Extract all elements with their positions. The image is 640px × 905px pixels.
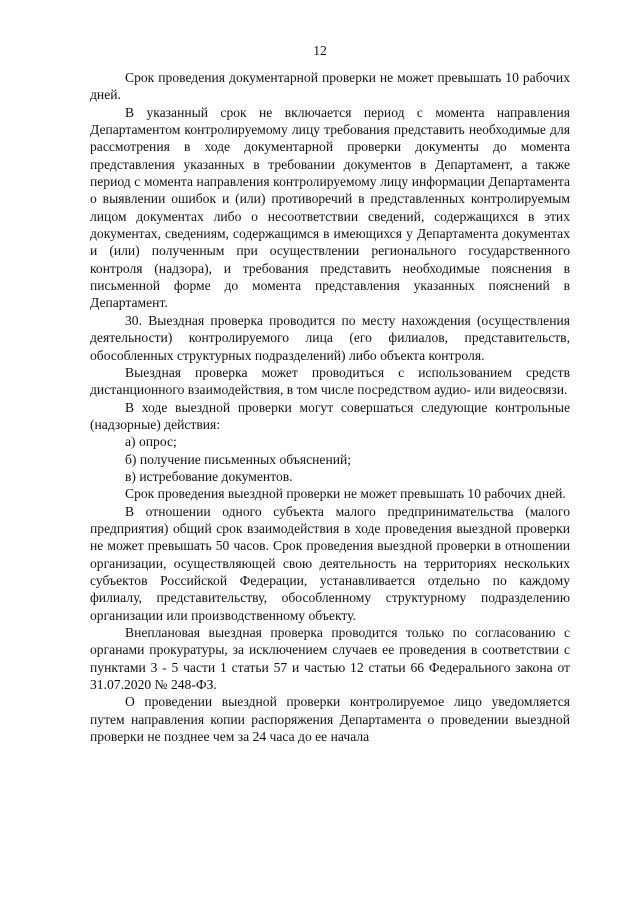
document-body	[90, 69, 570, 745]
paragraph-small-business-limit: В отношении одного субъекта малого предпринимательства (малого предприятия) общий срок взаимодействия в ходе проведения выездной проверки не может превышать 50 часов. Срок проведения выездной проверки в отношении организации, осуществляющей свою деятельность на территориях нескольких субъектов Российской Федерации, устанавливается отдельно по каждому филиалу, представительству, обособленному структурному подразделению организации или производственному объекту.	[90, 503, 570, 623]
paragraph-unscheduled-check: Внеплановая выездная проверка проводится только по согласованию с органами прокуратуры, за исключением случаев ее проведения в соответствии с пунктами 3 - 5 части 1 статьи 57 и частью 12 статьи 66 Федерального закона от 31.07.2020 № 248-ФЗ.	[90, 625, 570, 693]
paragraph-remote-interaction: Выездная проверка может проводиться с использованием средств дистанционного взаимодействия, в том числе посредством аудио- или видеосвязи.	[90, 364, 570, 398]
paragraph-item-30-onsite-check: 30. Выездная проверка проводится по месту нахождения (осуществления деятельности) контролируемого лица (его филиалов, представительств, обособленных структурных подразделений) либо объекта контроля.	[90, 312, 570, 363]
paragraph-notification: О проведении выездной проверки контролируемое лицо уведомляется путем направления копии распоряжения Департамента о проведении выездной проверки не позднее чем за 24 часа до ее начала	[90, 694, 570, 745]
list-item-written-explanations: б) получение письменных объяснений;	[125, 451, 352, 467]
list-item-document-request: в) истребование документов.	[125, 468, 293, 484]
list-item-survey: а) опрос;	[125, 434, 177, 450]
page-number: 12	[313, 43, 327, 58]
paragraph-control-actions-intro: В ходе выездной проверки могут совершаться следующие контрольные (надзорные) действия:	[90, 399, 570, 432]
paragraph-term-exclusions: В указанный срок не включается период с момента направления Департаментом контролируемому лицу требования представить необходимые для рассмотрения в ходе документарной проверки документы до момента представления указанных в требовании документов в Департамент, а также период с момента направления контролируемому лицу информации Департамента о выявлении ошибок и (или) противоречий в представленных контролируемым лицом документах либо о несоответствии сведений, содержащихся в этих документах, сведениям, содержащимся в имеющихся у Департамента документах и (или) полученным при осуществлении регионального государственного контроля (надзора), и требования представить необходимые пояснения в письменной форме до момента представления указанных пояснений в Департамент.	[90, 104, 570, 311]
paragraph-onsite-check-term: Срок проведения выездной проверки не может превышать 10 рабочих дней.	[125, 486, 566, 502]
paragraph-doc-check-term: Срок проведения документарной проверки не может превышать 10 рабочих дней.	[90, 70, 570, 103]
